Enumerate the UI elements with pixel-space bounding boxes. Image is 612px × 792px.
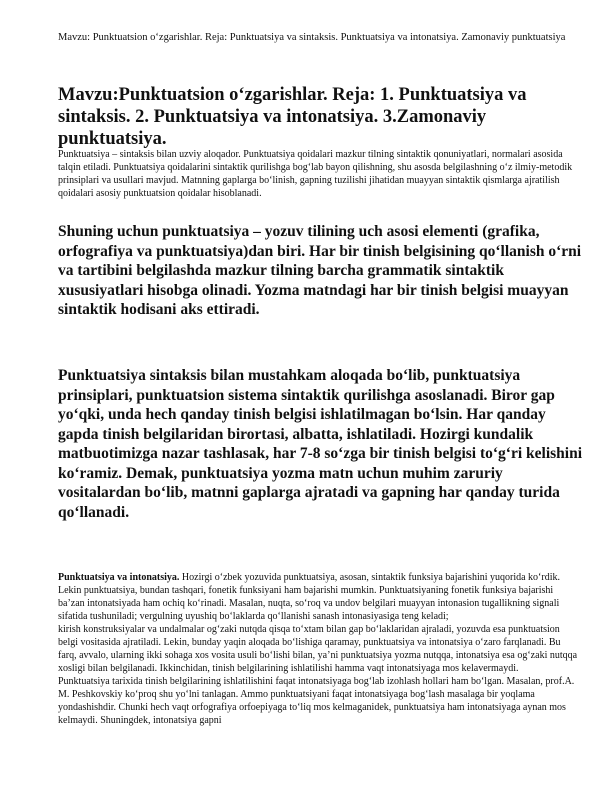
section-paragraph-3: Punktuatsiya tarixida tinish belgilarining ishlatilishini faqat intonatsiyaga bog‘lab izohlash hollari ham bo‘lgan. Masalan, prof.A. M. Peshkovskiy ko‘proq shu yo‘lni tanlagan. Ammo punktuatsiyani faqat intonatsiyaga bog‘lash masalaga bir yoqlama yondashishdir. Chunki hech vaqt orfografiya orfoepiyaga to‘liq mos kelmaganidek, punktuatsiya ham intonatsiyaga aynan mos kelmaydi. Shuningdek, intonatsiya gapni — [58, 676, 575, 726]
page-header: Mavzu: Punktuatsion o‘zgarishlar. Reja: Punktuatsiya va sintaksis. Punktuatsiya va intonatsiya. Zamonaviy punktuatsiya — [58, 32, 566, 43]
bold-paragraph-2: Punktuatsiya sintaksis bilan mustahkam aloqada bo‘lib, punktuatsiya prinsiplari, punktuatsion sistema sintaktik qurilishga asoslanadi. Biror gap yo‘qki, unda hech qanday tinish belgisi ishlatilmagan bo‘lsin. Har qanday gapda tinish belgilaridan birortasi, albatta, ishlatiladi. Hozirgi kundalik matbuotimizga nazar tashlasak, har 7-8 so‘zga bir tinish belgisi to‘g‘ri kelishini ko‘ramiz. Demak, punktuatsiya yozma matn uchun muhim zaruriy vositalardan bo‘lib, matnni gaplarga ajratadi va gapning har qanday turida qo‘llanadi. — [58, 367, 583, 521]
intro-paragraph: Punktuatsiya – sintaksis bilan uzviy aloqador. Punktuatsiya qoidalari mazkur tilning sintaktik qonuniyatlari, normalari asosida talqin etiladi. Punktuatsiya qoidalarini sintaktik qurilishga bog‘lab bayon qilishning, shu asosda belgilashning o‘z ilmiy-metodik prinsiplari va usullari mavjud. Matnning gaplarga bo‘linish, gapning tuzilishi jihatidan muayyan sintaktik qismlarga ajratilish qoidalari asosiy punktuatsion qoidalar hisoblanadi. — [58, 149, 573, 199]
section-paragraph-2: kirish konstruksiyalar va undalmalar og‘zaki nutqda qisqa to‘xtam bilan gap bo‘laklaridan ajraladi, yozuvda esa punktuatsion belgi vositasida ajratiladi. Lekin, bunday yaqin aloqada bo‘lishiga qaramay, punktuatsiya va intonatsiya o‘zaro farqlanadi. Bu farq, avvalo, ularning ikki sohaga xos vosita usuli bo‘lishi bilan, ya’ni punktuatsiya yozma nutqqa, intonatsiya esa og‘zaki nutqqa xosligi bilan belgilanadi. Ikkinchidan, tinish belgilarining ishlatilishi hamma vaqt intonatsiyaga mos kelavermaydi. — [58, 624, 578, 674]
section-paragraph-1 — [58, 571, 578, 623]
section-intonation — [58, 571, 578, 786]
bold-paragraph-1: Shuning uchun punktuatsiya – yozuv tilining uch asosi elementi (grafika, orfografiya va punktuatsiya)dan biri. Har bir tinish belgisining qo‘llanish o‘rni va tartibini belgilashda mazkur tilning barcha grammatik sintaktik xususiyatlari hisobga olinadi. Yozma matndagi har bir tinish belgisi muayyan sintaktik hodisani aks ettiradi. — [58, 223, 582, 318]
document-title: Mavzu:Punktuatsion o‘zgarishlar. Reja: 1. Punktuatsiya va sintaksis. 2. Punktuatsiya va intonatsiya. 3.Zamonaviy punktuatsiya. — [58, 85, 527, 149]
section-text: Hozirgi o‘zbek yozuvida punktuatsiya, asosan, sintaktik funksiya bajarishini yuqorida ko‘rdik. Lekin punktuatsiya, bundan tashqari, fonetik funksiyani ham bajarishi mumkin. Punktuatsiyaning fonetik funksiya bajarishi ba’zan intonatsiyada ham ochiq ko‘rinadi. Masalan, nuqta, so‘roq va undov belgilari muayyan intonasion tugallikning signali sifatida tushuniladi; vergulning uyushiq bo‘laklarda qo‘llanishi sanash intonasiyasiga teng keladi; — [58, 572, 560, 622]
section-heading: Punktuatsiya va intonatsiya. — [58, 572, 180, 583]
